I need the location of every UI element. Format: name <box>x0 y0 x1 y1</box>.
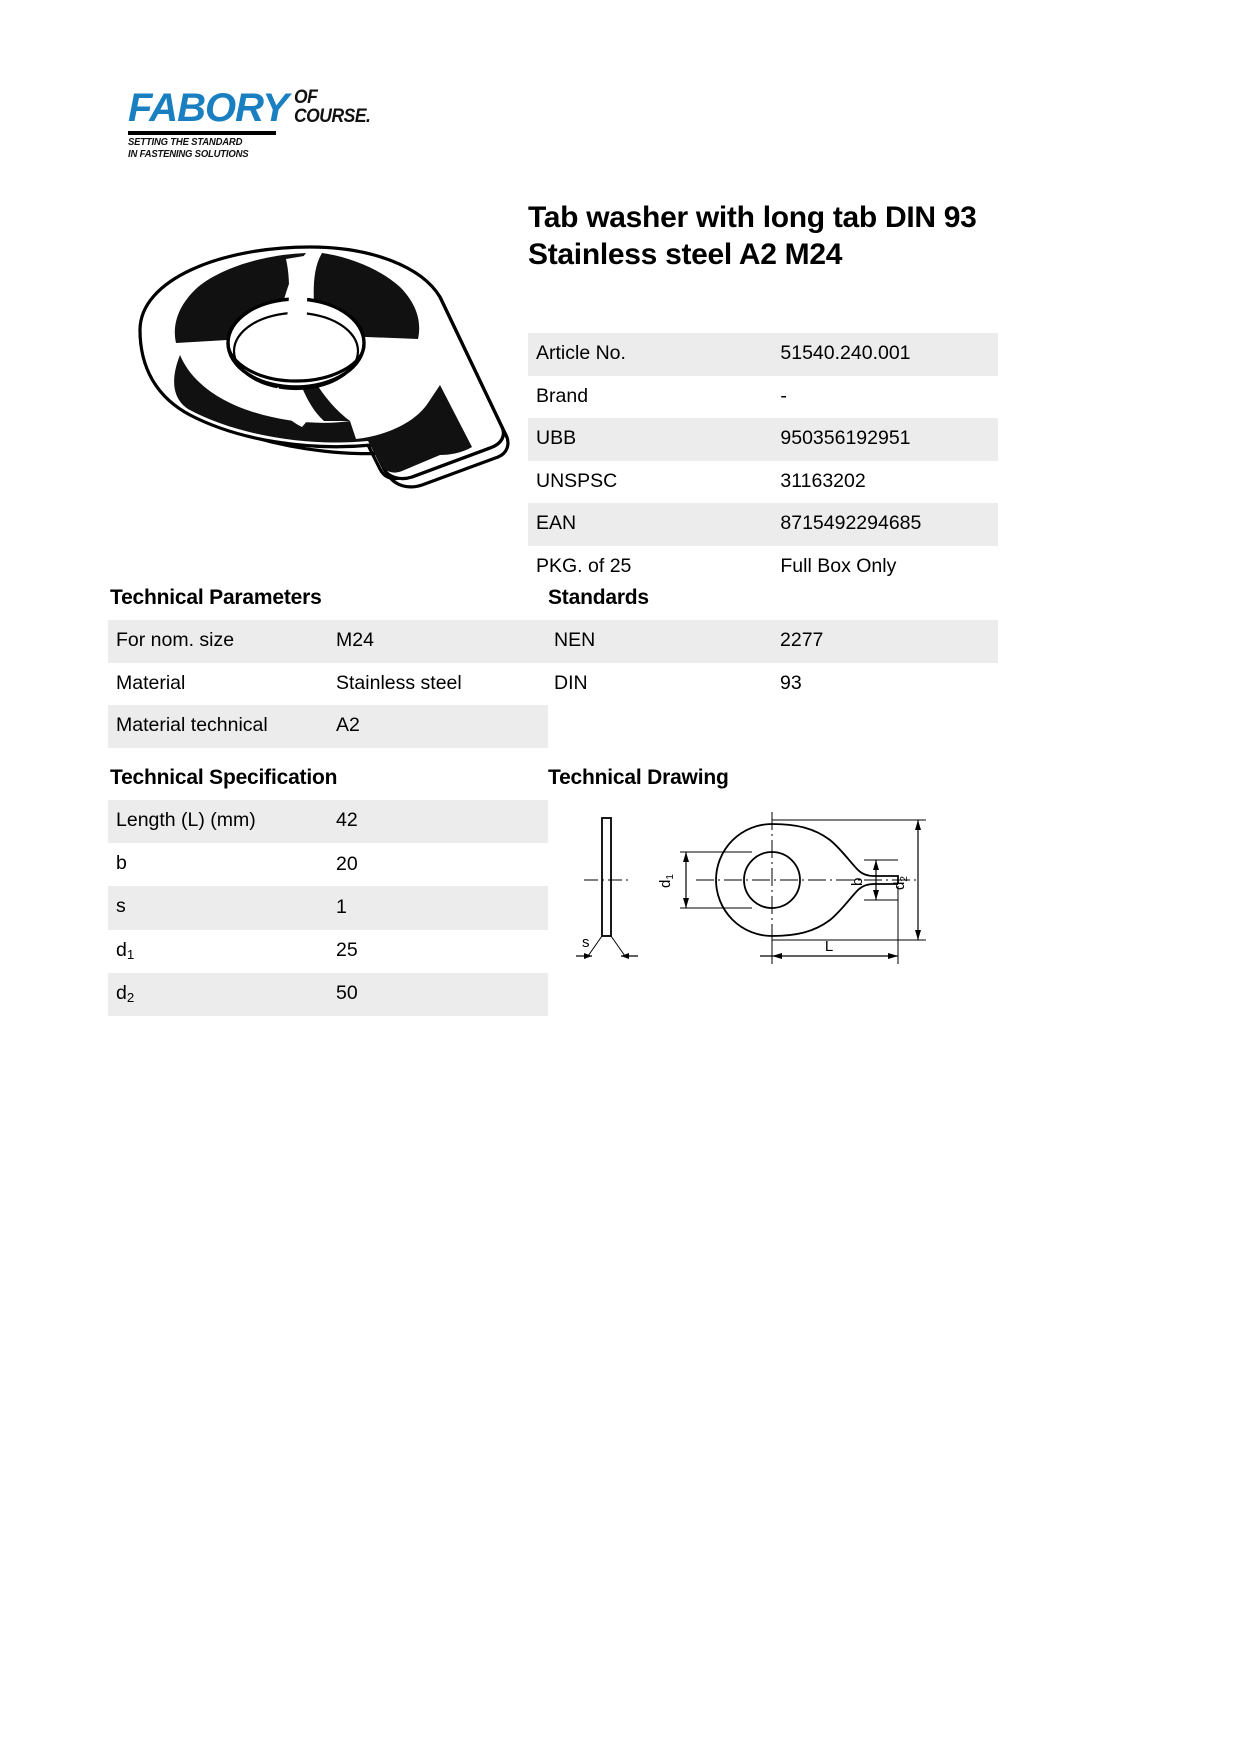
row-label: $d_2$ <box>116 981 135 1005</box>
row-value: 93 <box>780 671 802 694</box>
section-heading: Technical Specification <box>110 766 338 789</box>
table-row <box>108 886 548 929</box>
row-label: b <box>116 852 127 875</box>
row-value: 1 <box>336 895 347 918</box>
row-label: DIN <box>554 671 588 694</box>
row-label: UNSPSC <box>536 469 618 492</box>
logo-wordmark-row <box>128 88 388 128</box>
row-value: Stainless steel <box>336 671 462 694</box>
article-info-table <box>528 333 998 588</box>
row-value: 51540.240.001 <box>780 342 911 364</box>
table-row <box>528 376 998 419</box>
table-row <box>108 973 548 1016</box>
section-heading: Technical Parameters <box>110 586 322 609</box>
row-value: Full Box Only <box>780 554 897 577</box>
row-value: A2 <box>336 714 360 736</box>
row-label: Brand <box>536 384 589 407</box>
row-value: 25 <box>336 938 358 961</box>
table-row <box>528 461 998 504</box>
technical-parameters-table <box>108 620 548 748</box>
technical-drawing-section <box>546 766 998 994</box>
drawing-label-L: L <box>824 938 834 955</box>
row-label: Material <box>116 671 186 694</box>
row-value: 2277 <box>780 629 824 651</box>
table-row <box>528 333 998 376</box>
row-label: Material technical <box>116 714 268 736</box>
row-label: Length (L) (mm) <box>116 809 256 831</box>
tab-washer-illustration <box>110 225 510 525</box>
article-info-section <box>528 333 998 588</box>
drawing-label-b: b <box>849 877 866 886</box>
row-value: 50 <box>336 982 358 1005</box>
table-row <box>528 418 998 461</box>
logo-suffix-text: OF COURSE. <box>293 87 371 127</box>
table-row <box>546 620 998 663</box>
table-row <box>108 843 548 886</box>
table-row <box>108 620 548 663</box>
drawing-label-d2: $d_2$ <box>891 876 910 890</box>
table-row <box>108 705 548 748</box>
logo-divider-rule <box>128 131 276 135</box>
section-heading: Standards <box>548 586 649 609</box>
drawing-label-d1: $d_1$ <box>657 874 676 888</box>
row-value: M24 <box>336 629 374 651</box>
row-value: 8715492294685 <box>780 512 922 534</box>
logo-brand-text: FABORY <box>128 86 288 130</box>
standards-section <box>546 586 998 705</box>
section-heading: Technical Drawing <box>548 766 729 789</box>
row-value: 31163202 <box>780 469 866 492</box>
row-label: s <box>116 895 126 918</box>
row-label: For nom. size <box>116 629 235 651</box>
logo-tagline-line2: IN FASTENING SOLUTIONS <box>128 148 249 160</box>
table-row <box>108 800 548 843</box>
row-label: Article No. <box>536 342 626 364</box>
drawing-label-s: s <box>582 934 590 951</box>
row-label: EAN <box>536 512 577 534</box>
product-title: Tab washer with long tab DIN 93 Stainless steel A2 M24 <box>528 201 977 271</box>
technical-specification-section <box>108 766 548 1016</box>
logo-tagline-line1: SETTING THE STANDARD <box>128 137 243 148</box>
fabory-logo <box>128 88 388 161</box>
technical-specification-table <box>108 800 548 1016</box>
row-label: UBB <box>536 427 577 449</box>
table-row <box>528 546 998 589</box>
table-row <box>546 663 998 706</box>
row-value: 20 <box>336 852 358 875</box>
row-value: 950356192951 <box>780 427 911 449</box>
row-label: PKG. of 25 <box>536 554 632 577</box>
row-value: - <box>780 384 787 407</box>
table-row <box>108 930 548 973</box>
technical-parameters-section <box>108 586 548 748</box>
row-label: NEN <box>554 629 596 651</box>
row-label: $d_1$ <box>116 938 135 962</box>
logo-tagline <box>128 137 375 161</box>
standards-table <box>546 620 998 705</box>
row-value: 42 <box>336 809 358 832</box>
table-row <box>528 503 998 546</box>
technical-drawing-figure <box>546 804 998 994</box>
product-photo <box>110 225 510 525</box>
table-row <box>108 663 548 706</box>
washer-engineering-drawing <box>546 804 946 989</box>
